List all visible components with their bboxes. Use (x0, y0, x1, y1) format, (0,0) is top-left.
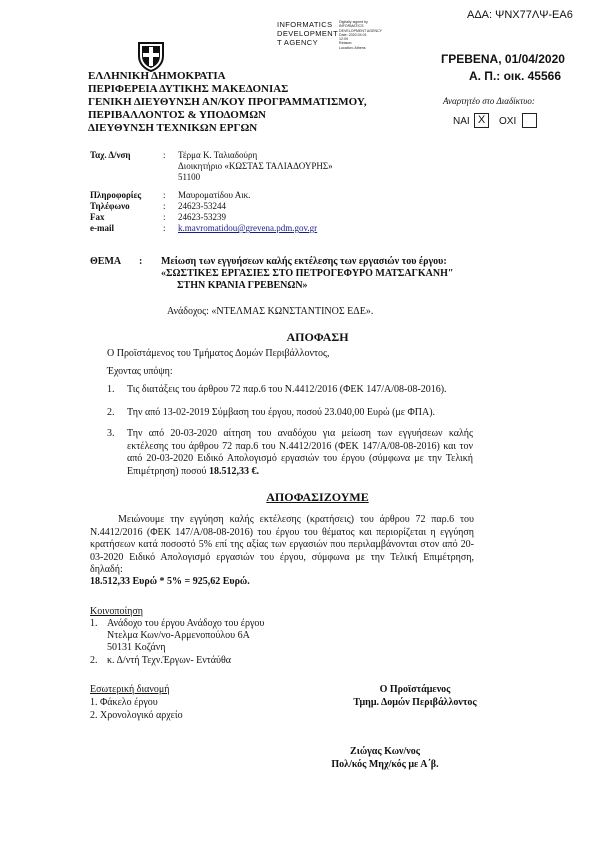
infodev-tag-1: Digitally signed by (339, 20, 368, 24)
item-text: Την από 13-02-2019 Σύμβαση του έργου, ποσού 23.040,00 Ευρώ (με ΦΠΑ). (127, 407, 436, 418)
contact-sep: : (163, 211, 166, 222)
greek-emblem-icon (136, 40, 166, 72)
we-decide-title: ΑΠΟΦΑΣΙΖΟΥΜΕ (266, 490, 369, 504)
signatory-title: Πολ/κός Μηχ/κός με Α΄β. (331, 759, 439, 770)
contractor-line: Ανάδοχος: «ΝΤΕΛΜΑΣ ΚΩΝΣΤΑΝΤΙΝΟΣ ΕΔΕ». (167, 306, 374, 317)
contact-sep: : (163, 150, 166, 160)
contact-label: Τηλέφωνο (90, 200, 130, 211)
decision-intro: Ο Προϊστάμενος του Τμήματος Δομών Περιβάλλοντος, (107, 348, 330, 359)
calculation-line: 18.512,33 Ευρώ * 5% = 925,62 Ευρώ. (90, 576, 250, 587)
org-line-2: ΠΕΡΙΦΕΡΕΙΑ ΔΥΤΙΚΗΣ ΜΑΚΕΔΟΝΙΑΣ (88, 83, 289, 95)
protocol-number: Α. Π.: οικ. 45566 (468, 69, 561, 83)
contact-value: 24623-53244 (178, 200, 226, 211)
koinopoiisi-title: Κοινοποίηση (90, 606, 144, 617)
item-text-paragraph (127, 428, 473, 478)
org-line-5: ΔΙΕΥΘΥΝΣΗ ΤΕΧΝΙΚΩΝ ΕΡΓΩΝ (88, 122, 258, 134)
infodev-tag-2: INFORMATICS (339, 24, 364, 29)
contact-value: 24623-53239 (178, 211, 226, 222)
contact-label: e-mail (90, 223, 114, 234)
nai-checkbox[interactable]: X (474, 113, 489, 128)
signatory-role-2: Τμημ. Δομών Περιβάλλοντος (353, 697, 477, 708)
document-date: ΓΡΕΒΕΝΑ, 01/04/2020 (441, 52, 565, 66)
contact-sep: : (163, 200, 166, 211)
subject-colon: : (139, 256, 143, 267)
contact-label: Fax (90, 211, 105, 222)
ada-code: ΑΔΑ: ΨΝΧ77ΛΨ-ΕΑ6 (467, 9, 573, 21)
internal-line: 2. Χρονολογικό αρχείο (90, 710, 183, 721)
infodev-tag-6: Reason: (339, 41, 353, 46)
contact-sep: : (163, 189, 166, 200)
signatory-role-1: Ο Προϊστάμενος (379, 684, 451, 695)
contact-value: Τέρμα Κ. Ταλιαδούρη (178, 150, 258, 160)
internal-line: 1. Φάκελο έργου (90, 697, 158, 708)
item-text: Τις διατάξεις του άρθρου 72 παρ.6 του Ν.4412/2016 (ΦΕΚ 147/Α/08-08-2016). (127, 384, 447, 395)
item-number: 2. (107, 407, 115, 418)
list-number: 2. (90, 654, 98, 666)
list-text: κ. Δ/ντή Τεχν.Έργων- Εντάύθα (107, 654, 232, 666)
subject-line-3: ΣΤΗΝ ΚΡΑΝΙΑ ΓΡΕΒΕΝΩΝ» (177, 280, 308, 291)
subject-line-1: Μείωση των εγγυήσεων καλής εκτέλεσης των εργασιών του έργου: (161, 256, 447, 267)
having-in-mind: Έχοντας υπόψη: (107, 366, 173, 377)
org-line-3: ΓΕΝΙΚΗ ΔΙΕΥΘΥΝΣΗ ΑΝ/ΚΟΥ ΠΡΟΓΡΑΜΜΑΤΙΣΜΟΥ, (88, 96, 367, 108)
internal-title: Εσωτερική διανομή (90, 684, 170, 695)
infodev-tag-5: 12:09 (339, 37, 348, 42)
contact-value: 51100 (178, 172, 201, 183)
infodev-line-2: DEVELOPMENT (277, 29, 339, 38)
org-line-4: ΠΕΡΙΒΑΛΛΟΝΤΟΣ & ΥΠΟΔΟΜΩΝ (88, 109, 266, 121)
infodev-tag-3: DEVELOPMENT AGENCY (339, 28, 383, 33)
contact-value: Διοικητήριο «ΚΩΣΤΑΣ ΤΑΛΙΑΔΟΥΡΗΣ» (178, 161, 333, 172)
contact-sep: : (163, 223, 166, 234)
list-text: Ντελμα Κων/νο-Αρμενοπούλου 6Α (107, 630, 250, 642)
posting-label: Αναρτητέο στο Διαδίκτυο: (443, 96, 535, 106)
infodev-line-1: INFORMATICS (277, 20, 333, 29)
contact-label: Πληροφορίες (90, 189, 142, 200)
list-text: 50131 Κοζάνη (107, 642, 166, 654)
item-number: 3. (107, 428, 115, 439)
oxi-label: ΟΧΙ (499, 116, 517, 127)
item-number: 1. (107, 384, 115, 395)
infodev-logo (277, 20, 397, 60)
subject-line-2: «ΣΩΣΤΙΚΕΣ ΕΡΓΑΣΙΕΣ ΣΤΟ ΠΕΤΡΟΓΕΦΥΡΟ ΜΑΤΣΑΓΚΑΝΗ" (161, 268, 454, 279)
decision-title: ΑΠΟΦΑΣΗ (286, 330, 349, 344)
we-decide-body: Μειώνουμε την εγγύηση καλής εκτέλεσης (κρατήσεις) του άρθρου 72 παρ.6 του Ν.4412/2016 (ΦΕΚ 147/Α/08-08-2016) του έργου του θέματος και περιορίζεται η εγγύηση κρατήσεων κατά ποσοστό 5% επί της αξίας των εργασιών που περιλαμβάνονται στον από 20-03-2020 Ειδικό Απολογισμό εργασιών του έργου, σύμφωνα με την Τελική Επιμέτρηση, δηλαδή: (90, 514, 474, 575)
infodev-tag-4: Date: 2020.04.01 (339, 32, 367, 37)
item-amount: 18.512,33 €. (209, 465, 259, 477)
infodev-line-3: T AGENCY (277, 38, 318, 47)
contact-label: Ταχ. Δ/νση (90, 150, 131, 160)
nai-label: ΝΑΙ (453, 116, 470, 127)
signatory-name: Ζιώγας Κων/νος (350, 746, 420, 757)
org-header (88, 70, 367, 135)
subject-label: ΘΕΜΑ (90, 256, 122, 267)
item-text: Την από 20-03-2020 αίτηση του αναδόχου για μείωση των εγγυήσεων καλής εκτέλεσης του άρθρου 72 παρ.6 του Ν.4412/2016 (ΦΕΚ 147/Α/08-08-2016) και τον από 20-03-2020 Ειδικό Απολογισμό εργασιών του έργου (σύμφωνα με την Τελική Επιμέτρηση) ποσού (127, 428, 473, 477)
contact-value: Μαυροματίδου Αικ. (178, 189, 251, 200)
infodev-tag-7: Location: Athens (339, 45, 366, 50)
org-line-1: ΕΛΛΗΝΙΚΗ ΔΗΜΟΚΡΑΤΙΑ (88, 70, 226, 82)
list-text: Ανάδοχο του έργου Ανάδοχο του έργου (107, 618, 265, 629)
email-link[interactable]: k.mavromatidou@grevena.pdm.gov.gr (178, 223, 318, 234)
oxi-checkbox[interactable] (522, 113, 537, 128)
list-number: 1. (90, 618, 98, 629)
